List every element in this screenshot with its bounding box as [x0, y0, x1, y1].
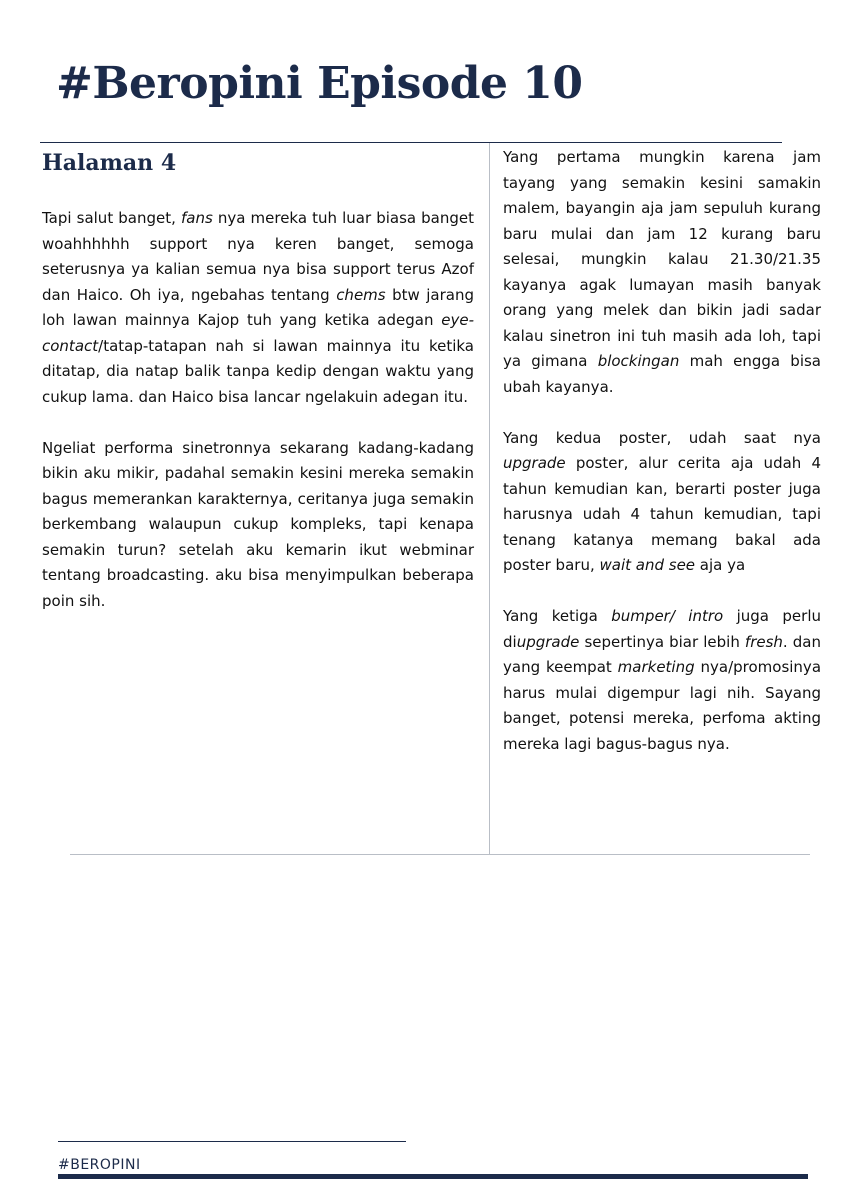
text-run: nya/promosinya harus mulai digempur lagi nih. Sayang banget, potensi mereka, perfoma akting mereka lagi bagus-bagus nya. — [503, 658, 822, 753]
right-paragraph-2 — [503, 426, 821, 579]
italic-run: marketing — [617, 658, 695, 676]
right-paragraph-3 — [503, 604, 821, 757]
title-divider — [40, 142, 782, 143]
text-run: Yang pertama mungkin karena jam tayang yang semakin kesini samakin malem, bayangin aja jam sepuluh kurang baru mulai dan jam 12 kurang baru selesai, mungkin kalau 21.30/21.35 kayanya agak lumayan masih banyak orang yang melek dan bikin jadi sadar kalau sinetron ini tuh masih ada loh, tapi ya gimana — [503, 148, 821, 370]
footer-hashtag: #BEROPINI — [58, 1157, 141, 1173]
text-run: juga perlu di — [503, 607, 821, 651]
italic-run: fans — [180, 209, 213, 227]
left-paragraph-2: Ngeliat performa sinetronnya sekarang kadang-kadang bikin aku mikir, padahal semakin kesini mereka semakin bagus memerankan karakternya, ceritanya juga semakin berkembang walaupun cukup kompleks, tapi kenapa semakin turun? setelah aku kemarin ikut webminar tentang broadcasting. aku bisa menyimpulkan beberapa poin sih. — [42, 438, 474, 610]
right-column — [503, 145, 821, 783]
italic-run: blockingan — [597, 352, 680, 370]
right-paragraph-1 — [503, 145, 821, 400]
text-run: . dan yang keempat — [503, 632, 821, 676]
left-column — [42, 206, 474, 640]
content-bottom-rule — [70, 854, 810, 855]
section-heading: Halaman 4 — [42, 150, 177, 176]
footer-bar — [58, 1174, 808, 1179]
italic-run: wait and see — [599, 556, 696, 574]
italic-run: upgrade — [503, 454, 566, 472]
italic-run: bumper/ intro — [611, 607, 724, 625]
italic-run: eye-contact — [42, 311, 474, 355]
text-run: Yang ketiga — [503, 607, 612, 625]
text-run: /tatap-tatapan nah si lawan mainnya itu ketika ditatap, dia natap balik tanpa kedip dengan waktu yang cukup lama. dan Haico bisa lancar ngelakuin adegan itu. — [42, 336, 474, 406]
italic-run: fresh — [744, 632, 783, 651]
italic-run: chems — [336, 285, 386, 304]
text-run: mah engga bisa ubah kayanya. — [503, 352, 822, 396]
column-divider — [489, 143, 490, 855]
text-run: Tapi salut banget, — [42, 209, 181, 227]
text-run: sepertinya biar lebih — [579, 632, 745, 651]
text-run: poster, alur cerita aja udah 4 tahun kemudian kan, berarti poster juga harusnya udah 4 tahun kemudian, tapi tenang katanya memang bakal ada poster baru, — [503, 454, 821, 574]
left-paragraph-1 — [42, 206, 474, 410]
page-title: #Beropini Episode 10 — [56, 58, 583, 109]
text-run: aja ya — [695, 556, 746, 574]
text-run: Yang kedua poster, udah saat nya — [503, 428, 821, 447]
footer-rule — [58, 1141, 406, 1142]
text-run: btw jarang loh lawan mainnya Kajop tuh yang ketika adegan — [42, 285, 474, 329]
italic-run: upgrade — [516, 632, 580, 651]
text-run: nya mereka tuh luar biasa banget woahhhhhh support nya keren banget, semoga seterusnya ya kalian semua nya bisa support terus Azof dan Haico. Oh iya, ngebahas tentang — [42, 209, 475, 304]
